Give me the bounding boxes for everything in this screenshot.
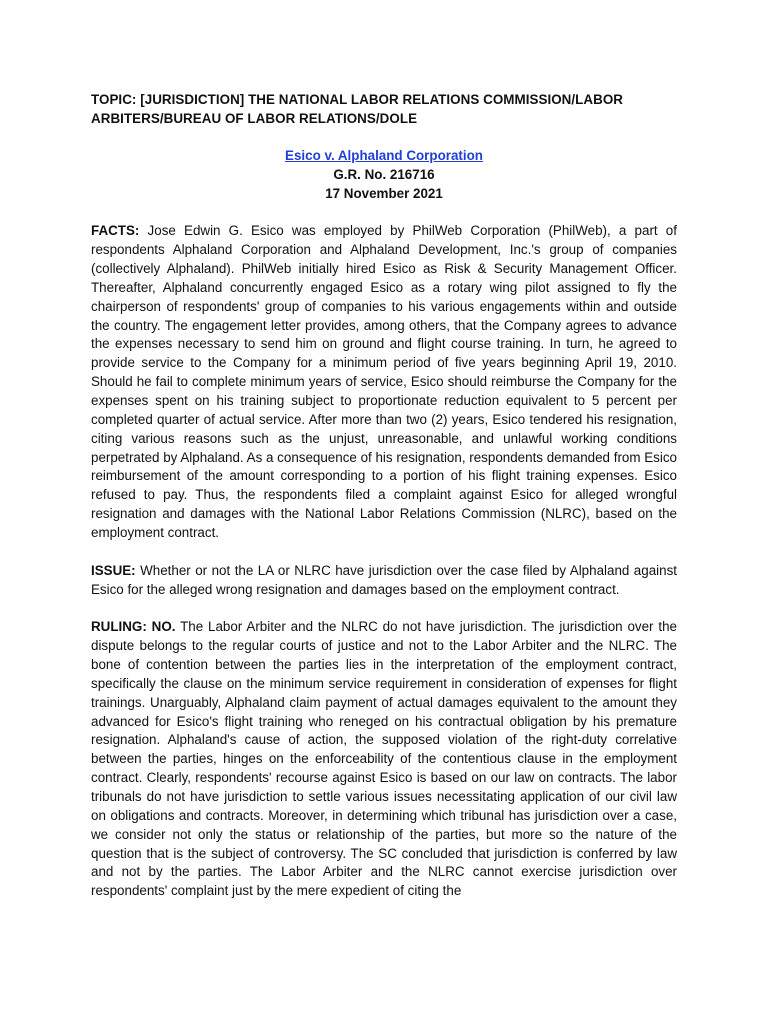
- decision-date: 17 November 2021: [325, 185, 443, 201]
- case-title-link[interactable]: Esico v. Alphaland Corporation: [285, 148, 483, 163]
- ruling-label: RULING: NO.: [91, 619, 176, 635]
- issue-text: Whether or not the LA or NLRC have jurisdiction over the case filed by Alphaland against Esico for the alleged wrong resignation and damages based on the employment contract.: [91, 562, 677, 597]
- issue-label: ISSUE:: [91, 562, 136, 578]
- document-page: [91, 90, 677, 901]
- facts-paragraph: [91, 222, 677, 542]
- facts-text: Jose Edwin G. Esico was employed by PhilWeb Corporation (PhilWeb), a part of respondents Alphaland Corporation and Alphaland Development, Inc.'s group of companies (collectively Alphaland). PhilWeb initially hired Esico as Risk & Security Management Officer. Thereafter, Alphaland concurrently engaged Esico as a rotary wing pilot assigned to fly the chairperson of respondents' group of companies to his various engagements within and outside the country. The engagement letter provides, among others, that the Company agrees to advance the expenses necessary to send him on ground and flight course training. In turn, he agreed to provide service to the Company for a minimum period of five years beginning April 19, 2010. Should he fail to complete minimum years of service, Esico should reimburse the Company for the expenses spent on his training subject to proportionate reduction equivalent to 5 percent per completed quarter of actual service. After more than two (2) years, Esico tendered his resignation, citing various reasons such as the unjust, unreasonable, and unlawful working conditions perpetrated by Alphaland. As a consequence of his resignation, respondents demanded from Esico reimbursement of the amount corresponding to a portion of his flight training expenses. Esico refused to pay. Thus, the respondents filed a complaint against Esico for alleged wrongful resignation and damages with the National Labor Relations Commission (NLRC), based on the employment contract.: [91, 223, 677, 540]
- topic-heading: TOPIC: [JURISDICTION] THE NATIONAL LABOR RELATIONS COMMISSION/LABOR ARBITERS/BUREAU OF LABOR RELATIONS/DOLE: [91, 92, 624, 126]
- gr-number: G.R. No. 216716: [333, 166, 435, 182]
- facts-label: FACTS:: [91, 223, 140, 239]
- issue-paragraph: [91, 562, 677, 600]
- case-header: [91, 147, 677, 203]
- ruling-paragraph: [91, 618, 677, 901]
- ruling-text: The Labor Arbiter and the NLRC do not have jurisdiction. The jurisdiction over the dispute belongs to the regular courts of justice and not to the Labor Arbiter and the NLRC. The bone of contention between the parties lies in the interpretation of the employment contract, specifically the clause on the minimum service requirement in consideration of expenses for flight trainings. Unarguably, Alphaland claim payment of actual damages equivalent to the amount they advanced for Esico's flight training who reneged on his contractual obligation by his premature resignation. Alphaland's cause of action, the supposed violation of the right-duty correlative between the parties, hinges on the enforceability of the contentious clause in the employment contract. Clearly, respondents' recourse against Esico is based on our law on contracts. The labor tribunals do not have jurisdiction to settle various issues necessitating application of our civil law on obligations and contracts. Moreover, in determining which tribunal has jurisdiction over a case, we consider not only the status or relationship of the parties, but more so the nature of the question that is the subject of controversy. The SC concluded that jurisdiction is conferred by law and not by the parties. The Labor Arbiter and the NLRC cannot exercise jurisdiction over respondents' complaint just by the mere expedient of citing the: [91, 619, 677, 899]
